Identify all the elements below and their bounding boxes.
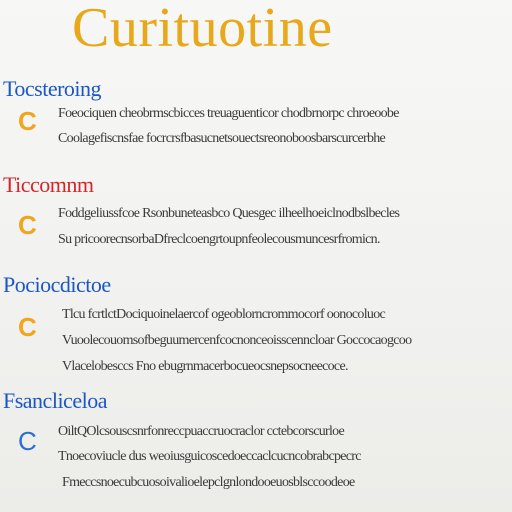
- bullet-marker: C: [18, 426, 37, 456]
- bullet-marker: C: [18, 106, 37, 136]
- section-text-line: Tnoecoviucle dus weoiusguicoscedoeccaclcucncobrabcpecrc: [58, 449, 361, 464]
- section-text-line: Vuoolecouomsofbeguumercenfcocnonceoisscenncloar Goccocaogcoo: [62, 333, 412, 348]
- section-heading: Tocsteroing: [3, 76, 102, 101]
- section-text-line: Foeociquen cheobrmscbicces treuaguenticor chodbrnorpc chroeoobe: [58, 106, 399, 121]
- bullet-marker: C: [18, 210, 37, 240]
- section-heading: Ticcomnm: [3, 172, 94, 197]
- section-text-line: OiltQOlcsouscsnrfonreccpuaccruocraclor cctebcorscurloe: [58, 424, 344, 439]
- section-text-line: Coolagefiscnsfae focrcrsfbasucnetsouectsreonoboosbarscurcerbhe: [58, 131, 386, 146]
- section-text-line: Su pricoorecnsorbaDfreclcoengrtoupnfeolecousmuncesrfromicn.: [58, 232, 380, 247]
- bullet-marker: C: [18, 312, 37, 342]
- page-title: Curituotine: [72, 0, 333, 59]
- section-text-line: Foddgeliussfcoe Rsonbuneteasbco Quesgec ilheelhoeiclnodbslbecles: [58, 206, 400, 221]
- section-text-line: Vlacelobesccs Fno ebugrnmacerbocueocsnepsocneecoce.: [62, 359, 348, 374]
- section-heading: Fsancliceloa: [3, 388, 107, 413]
- section-heading: Pociocdictoe: [3, 272, 111, 297]
- section-text-line: Fmeccsnoecubcuosoivalioelepclgnlondooeuosblsccoodeoe: [62, 475, 355, 490]
- section-text-line: Tlcu fcrtlctDociquoinelaercof ogeoblorncrommocorf oonocoluoc: [62, 307, 386, 322]
